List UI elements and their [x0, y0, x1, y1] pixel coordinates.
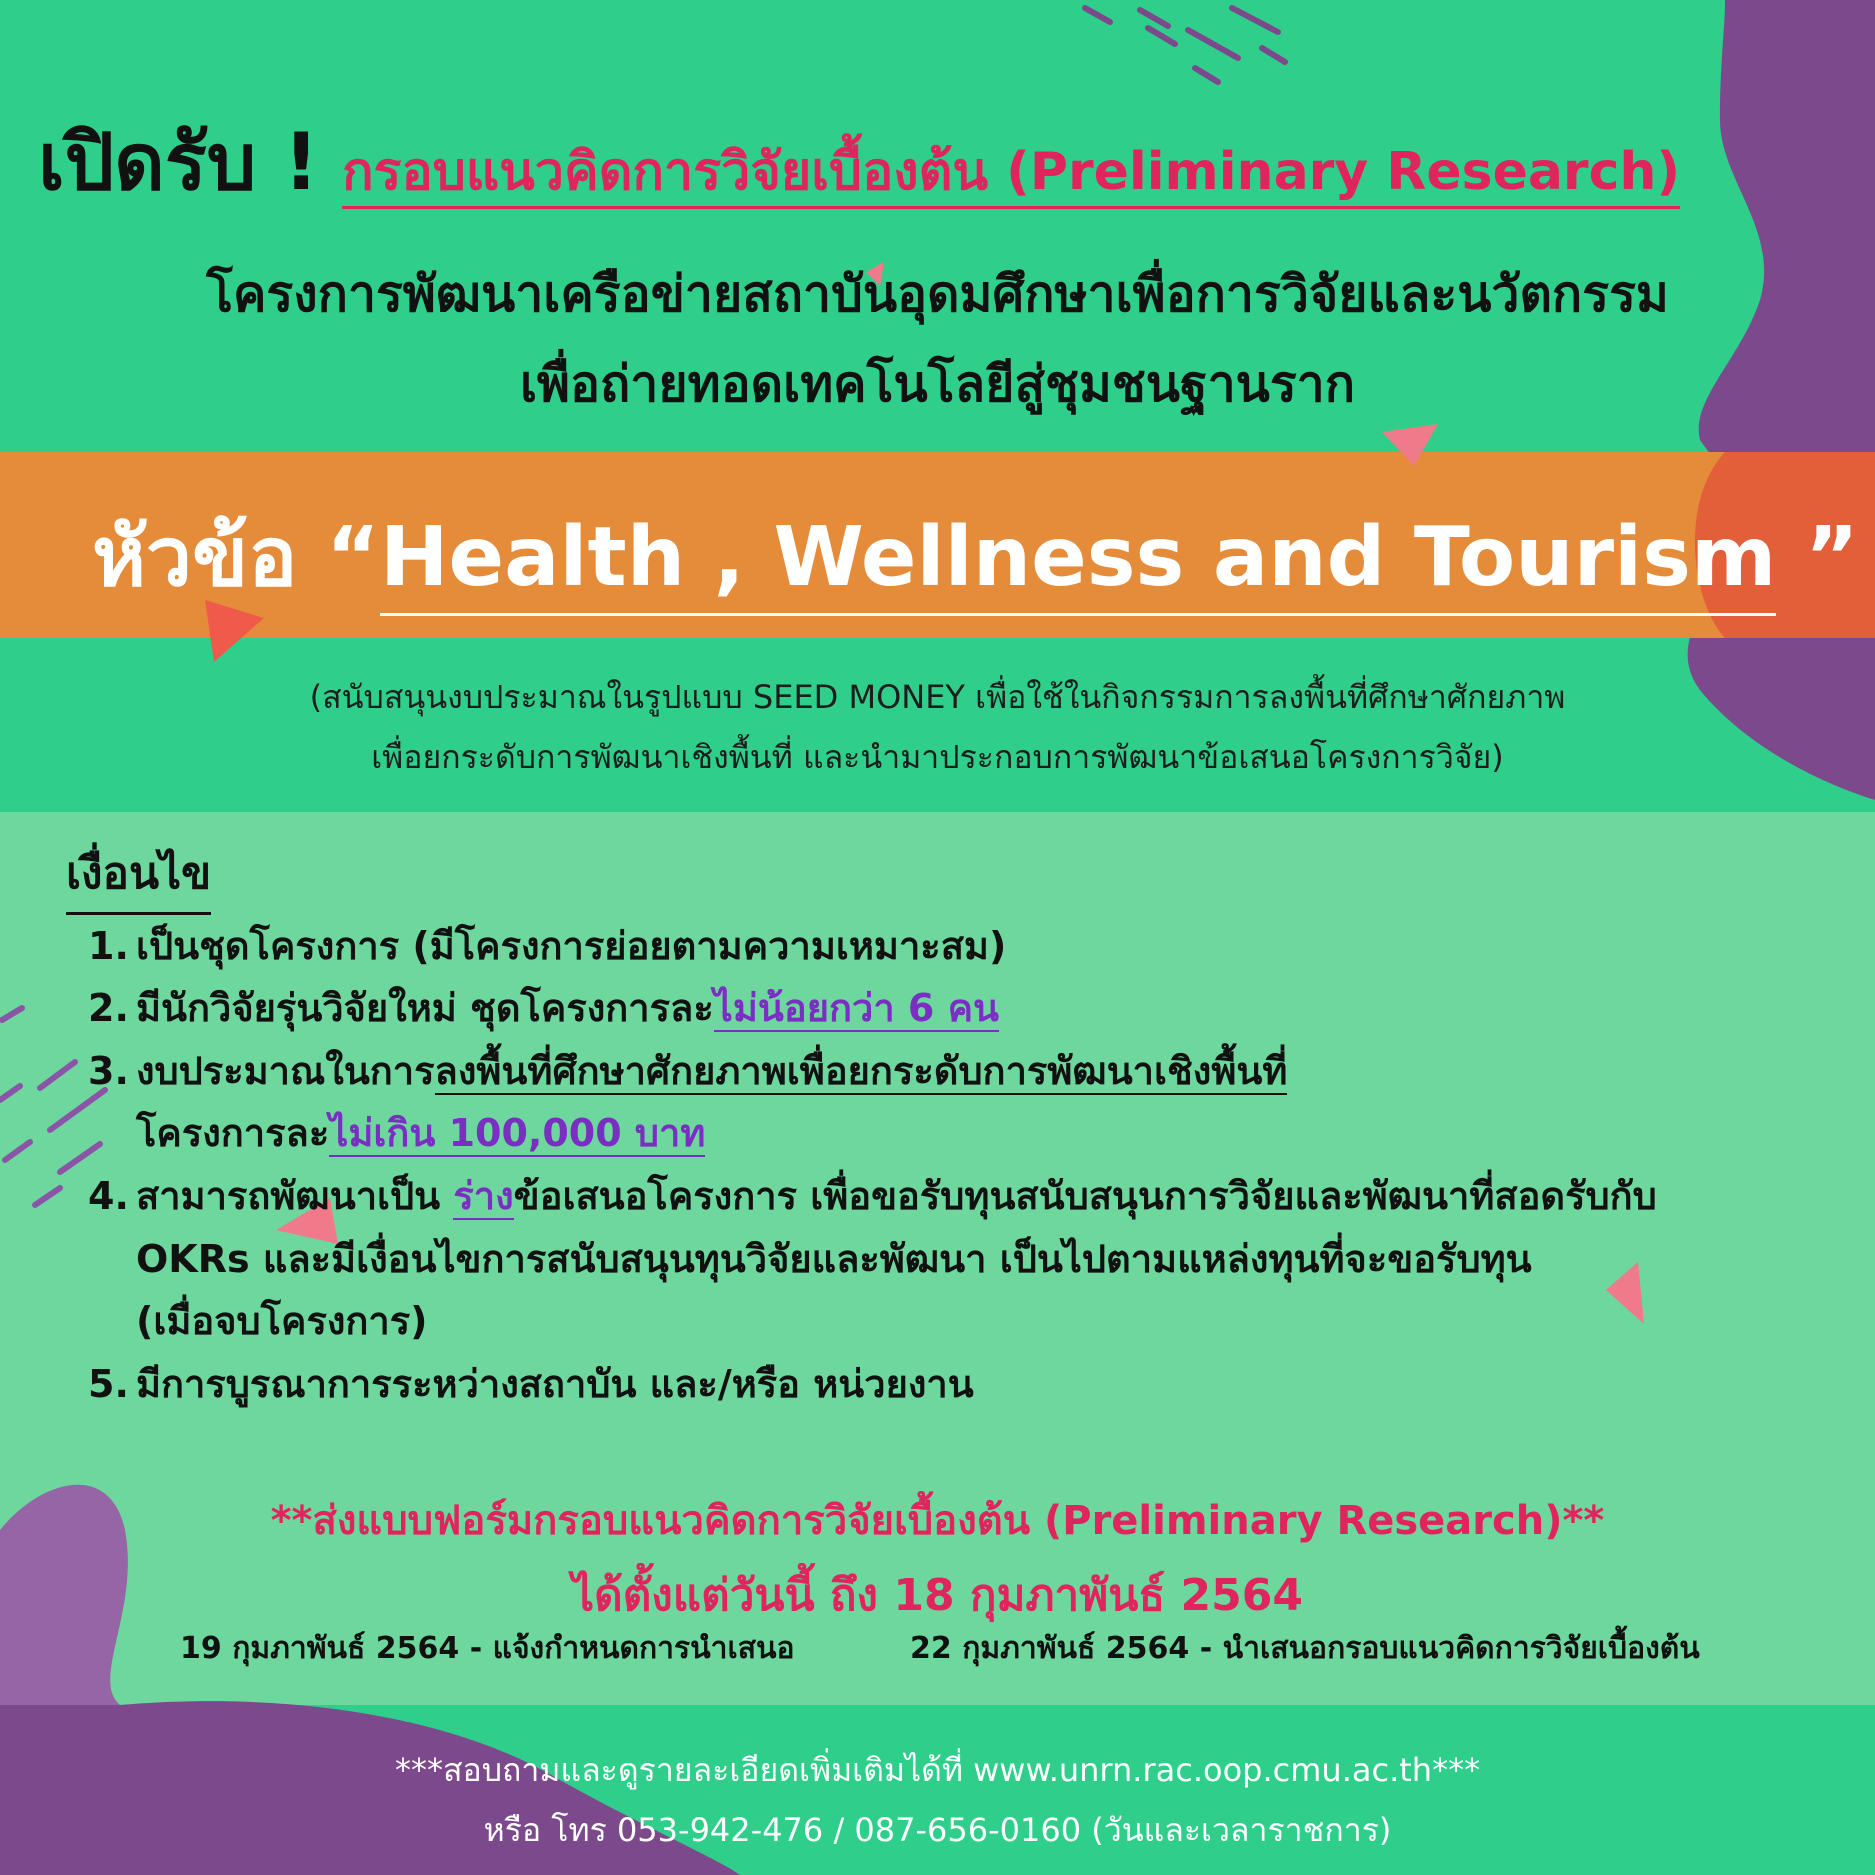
item-highlight: ไม่เกิน 100,000 บาท — [329, 1111, 706, 1155]
submission-deadline: ได้ตั้งแต่วันนี้ ถึง 18 กุมภาพันธ์ 2564 — [572, 1570, 1303, 1621]
topic-heading — [92, 492, 1859, 622]
condition-item-2 — [88, 977, 1848, 1038]
item-number: 2. — [88, 986, 129, 1030]
item-highlight: ร่าง — [453, 1174, 514, 1218]
condition-item-1 — [88, 915, 1848, 976]
item-text: สามารถพัฒนาเป็น — [136, 1174, 454, 1218]
item-number: 4. — [88, 1174, 129, 1218]
topic-title: Health , Wellness and Tourism — [380, 510, 1777, 616]
item-number: 1. — [88, 924, 129, 968]
item-number: 5. — [88, 1362, 129, 1406]
schedule-date-1: 19 กุมภาพันธ์ 2564 - แจ้งกำหนดการนำเสนอ — [180, 1631, 795, 1666]
conditions-title: เงื่อนไข — [66, 838, 211, 915]
schedule-date-2: 22 กุมภาพันธ์ 2564 - นำเสนอกรอบแนวคิดการวิจัยเบื้องต้น — [910, 1631, 1700, 1666]
topic-suffix: ” — [1776, 510, 1859, 605]
program-title: กรอบแนวคิดการวิจัยเบื้องต้น (Preliminary Research) — [342, 142, 1680, 209]
item-text: มีนักวิจัยรุ่นวิจัยใหม่ ชุดโครงการละ — [136, 986, 714, 1030]
open-label: เปิดรับ ! — [38, 118, 319, 208]
dash-decoration-top — [1085, 8, 1285, 82]
item-text: มีการบูรณาการระหว่างสถาบัน และ/หรือ หน่วยงาน — [136, 1362, 974, 1406]
support-note-line2: เพื่อยกระดับการพัฒนาเชิงพื้นที่ และนำมาประกอบการพัฒนาข้อเสนอโครงการวิจัย) — [371, 738, 1504, 776]
condition-item-5 — [88, 1353, 1848, 1414]
item-text: โครงการละ — [136, 1111, 330, 1155]
project-name-line1: โครงการพัฒนาเครือข่ายสถาบันอุดมศึกษาเพื่อการวิจัยและนวัตกรรม — [206, 265, 1669, 323]
header-title-row — [38, 100, 1858, 210]
submission-line1: **ส่งแบบฟอร์มกรอบแนวคิดการวิจัยเบื้องต้น (Preliminary Research)** — [270, 1498, 1605, 1544]
topic-prefix: หัวข้อ “ — [92, 510, 380, 605]
condition-item-3-line2 — [136, 1102, 1875, 1163]
item-highlight: ไม่น้อยกว่า 6 คน — [713, 986, 999, 1030]
item-text: เป็นชุดโครงการ (มีโครงการย่อยตามความเหมาะสม) — [136, 924, 1007, 968]
item-text: ข้อเสนอโครงการ เพื่อขอรับทุนสนับสนุนการวิจัยและพัฒนาที่สอดรับกับ — [513, 1174, 1657, 1218]
item-number: 3. — [88, 1049, 129, 1093]
footer-contact-website: ***สอบถามและดูรายละเอียดเพิ่มเติมได้ที่ www.unrn.rac.oop.cmu.ac.th*** — [394, 1751, 1481, 1789]
item-text: งบประมาณในการ — [136, 1049, 435, 1093]
support-note-line1: (สนับสนุนงบประมาณในรูปแบบ SEED MONEY เพื่อใช้ในกิจกรรมการลงพื้นที่ศึกษาศักยภาพ — [309, 678, 1566, 716]
item-underlined-text: ลงพื้นที่ศึกษาศักยภาพเพื่อยกระดับการพัฒนาเชิงพื้นที่ — [434, 1049, 1288, 1093]
project-name-line2: เพื่อถ่ายทอดเทคโนโลยีสู่ชุมชนฐานราก — [519, 355, 1356, 413]
condition-item-4-line2: OKRs และมีเงื่อนไขการสนับสนุนทุนวิจัยและพัฒนา เป็นไปตามแหล่งทุนที่จะขอรับทุน — [136, 1237, 1532, 1281]
condition-item-4 — [88, 1165, 1848, 1226]
footer-contact-phone: หรือ โทร 053-942-476 / 087-656-0160 (วันและเวลาราชการ) — [483, 1811, 1392, 1849]
condition-item-4-line3: (เมื่อจบโครงการ) — [136, 1299, 428, 1343]
condition-item-3 — [88, 1040, 1848, 1101]
